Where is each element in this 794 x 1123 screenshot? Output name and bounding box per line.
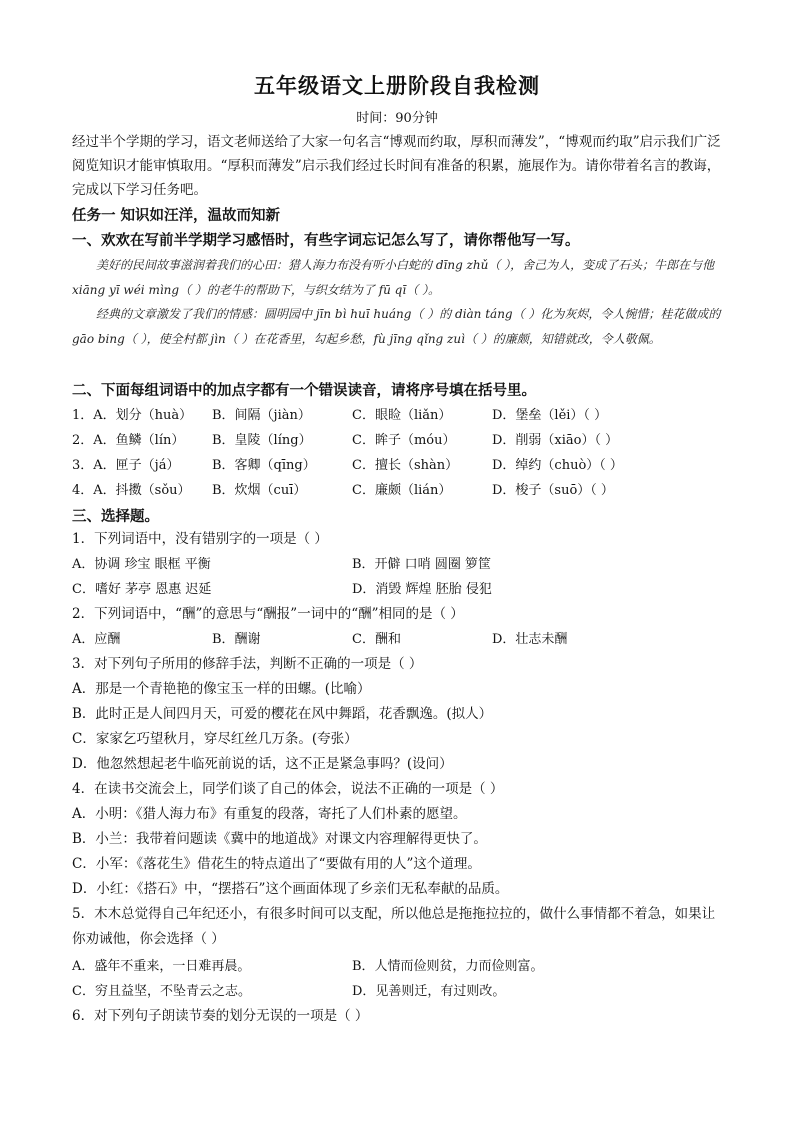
option-d: D．绰约（chuò）（ ） [492, 458, 623, 473]
option-c: C．穷且益坚，不坠青云之志。 [72, 984, 251, 999]
section-one-heading: 一、欢欢在写前半学期学习感悟时，有些字词忘记怎么写了，请你帮他写一写。 [72, 233, 580, 249]
option-d: D．小红：《搭石》中，“摆搭石”这个画面体现了乡亲们无私奉献的品质。 [72, 881, 509, 897]
intro-paragraph: 经过半个学期的学习，语文老师送给了大家一句名言“博观而约取，厚积而薄发”，“博观而约取”启示我们广泛阅览知识才能审慎取用。“厚积而薄发”启示我们经过长时间有准备的积累，施展作为。请你带着名言的教诲，完成以下学习任务吧。 [72, 134, 721, 198]
option-a: A．那是一个青艳艳的像宝玉一样的田螺。(比喻） [72, 681, 371, 697]
question-2-options-row [72, 628, 732, 650]
exam-time: 时间：90分钟 [356, 111, 438, 126]
option-c: C．眸子（móu） [352, 433, 456, 448]
option-a: A．应酬 [72, 632, 121, 647]
pinyin-question-row [72, 404, 732, 426]
option-d: D．见善则迁，有过则改。 [352, 984, 506, 999]
option-b: B．此时正是人间四月天，可爱的樱花在风中舞蹈，花香飘逸。(拟人） [72, 706, 493, 722]
page-title: 五年级语文上册阶段自我检测 [254, 74, 540, 98]
option-a: 2．A．鱼鳞（lín） [72, 433, 185, 448]
section-one-paragraph-1: 美好的民间故事滋润着我们的心田：猎人海力布没有听小白蛇的 dīng zhǔ（ ），舍己为人，变成了石头；牛郎在与他 xiāng yī wéi mìng（ ）的老牛的帮助下，与织女结为了 fū qī（ ）。 [72, 258, 715, 297]
option-a: 4．A．抖擞（sǒu） [72, 483, 191, 498]
question-5-options-row [72, 980, 732, 1002]
question-5: 5．木木总觉得自己年纪还小，有很多时间可以支配，所以他总是拖拖拉拉的，做什么事情都不着急，如果让你劝诫他，你会选择（ ） [72, 906, 716, 947]
question-6: 6．对下列句子朗读节奏的划分无误的一项是（ ） [72, 1008, 369, 1024]
option-d: D．壮志未酬 [492, 632, 568, 647]
option-a: 1．A．划分（huà） [72, 408, 193, 423]
question-1: 1．下列词语中，没有错别字的一项是（ ） [72, 531, 328, 547]
option-b: B．皇陵（líng） [212, 433, 312, 448]
option-a: A．小明：《猎人海力布》有重复的段落，寄托了人们朴素的愿望。 [72, 806, 467, 822]
section-two-heading: 二、下面每组词语中的加点字都有一个错误读音，请将序号填在括号里。 [72, 383, 536, 399]
pinyin-question-row [72, 479, 732, 501]
option-b: B．间隔（jiàn） [212, 408, 311, 423]
option-a: A．协调 珍宝 眼框 平衡 [72, 557, 211, 572]
option-c: C．擅长（shàn） [352, 458, 459, 473]
option-d: D．消毁 辉煌 胚胎 侵犯 [352, 582, 492, 597]
question-1-options-row [72, 578, 732, 600]
question-4: 4．在读书交流会上，同学们谈了自己的体会，说法不正确的一项是（ ） [72, 781, 504, 797]
option-c: C．廉颇（lián） [352, 483, 452, 498]
question-5-options-row [72, 955, 732, 977]
option-b: B．客卿（qīng） [212, 458, 316, 473]
option-a: 3．A．匣子（já） [72, 458, 180, 473]
option-c: C．嗜好 茅亭 恩惠 迟延 [72, 582, 212, 597]
option-c: C．眼睑（liǎn） [352, 408, 452, 423]
option-a: A．盛年不重来，一日难再晨。 [72, 959, 251, 974]
pinyin-question-row [72, 429, 732, 451]
section-one-paragraph-2: 经典的文章激发了我们的情感：圆明园中 jīn bì huī huáng（ ）的 diàn táng（ ）化为灰烬，令人惋惜；桂花做成的 gāo bing（ ），使全村都 jìn（ ）在花香里，勾起乡愁，fù jīng qǐng zuì（ ）的廉颇，知错就改，令人敬佩。 [72, 307, 721, 346]
question-3: 3．对下列句子所用的修辞手法，判断不正确的一项是（ ） [72, 656, 423, 672]
option-c: C．家家乞巧望秋月，穿尽红丝几万条。(夸张） [72, 731, 358, 747]
option-b: B．小兰：我带着问题读《冀中的地道战》对课文内容理解得更快了。 [72, 831, 487, 847]
option-b: B．酬谢 [212, 632, 261, 647]
option-b: B．炊烟（cuī） [212, 483, 307, 498]
option-b: B．开僻 口哨 圆圈 箩筐 [352, 557, 491, 572]
question-2: 2．下列词语中，“酬”的意思与“酬报”一词中的“酬”相同的是（ ） [72, 606, 464, 622]
option-d: D．削弱（xiāo）（ ） [492, 433, 619, 448]
option-c: C．酬和 [352, 632, 401, 647]
section-three-heading: 三、选择题。 [72, 509, 159, 525]
option-c: C．小军：《落花生》借花生的特点道出了“要做有用的人”这个道理。 [72, 856, 481, 872]
option-d: D．梭子（suō）（ ） [492, 483, 614, 498]
option-d: D．他忽然想起老牛临死前说的话，这不正是紧急事吗？(设问） [72, 756, 453, 772]
option-b: B．人情而俭则贫，力而俭则富。 [352, 959, 544, 974]
question-1-options-row [72, 553, 732, 575]
option-d: D．堡垒（lěi）（ ） [492, 408, 608, 423]
pinyin-question-row [72, 454, 732, 476]
task-one-heading: 任务一 知识如汪洋，温故而知新 [72, 208, 281, 224]
